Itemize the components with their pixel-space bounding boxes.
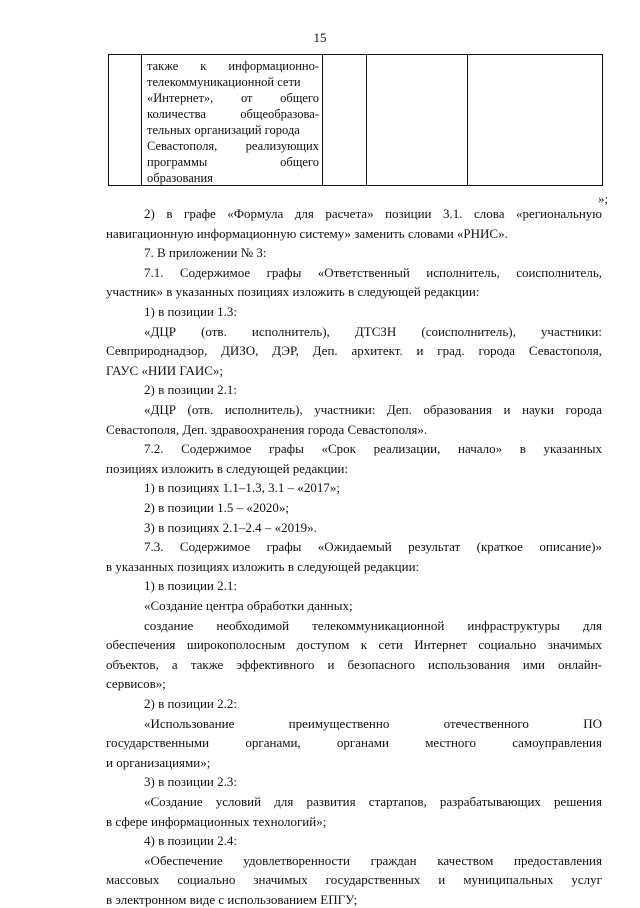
paragraph-line: создание необходимой телекоммуникационной инфраструктуры для <box>144 617 602 633</box>
paragraph-line: 3) в позиции 2.3: <box>144 774 237 790</box>
paragraph-line: «ДЦР (отв. исполнитель), ДТСЗН (соисполнитель), участники: <box>144 323 602 339</box>
paragraph-line: 7.1. Содержимое графы «Ответственный исполнитель, соисполнитель, <box>144 264 602 280</box>
paragraph-line: в указанных позициях изложить в следующей редакции: <box>106 558 420 574</box>
table-column-line <box>141 54 142 186</box>
paragraph-line: и организациями»; <box>106 754 211 770</box>
paragraph-line: Севастополя, Деп. здравоохранения города Севастополя». <box>106 421 428 437</box>
paragraph-line: 7.2. Содержимое графы «Срок реализации, начало» в указанных <box>144 441 602 457</box>
paragraph-line: 3) в позициях 2.1–2.4 – «2019». <box>144 519 317 535</box>
table-cell-line: образования <box>147 171 213 185</box>
paragraph-line: участник» в указанных позициях изложить в следующей редакции: <box>106 284 480 300</box>
paragraph-line: 2) в позиции 2.2: <box>144 696 237 711</box>
table-column-line <box>108 54 109 186</box>
paragraph-line: массовых социально значимых государственных и муниципальных услуг <box>106 872 602 888</box>
paragraph-line: «ДЦР (отв. исполнитель), участники: Деп. образования и науки города <box>144 402 602 417</box>
paragraph-line: «Создание условий для развития стартапов, разрабатывающих решения <box>144 794 602 809</box>
table-cell-line: количества общеобразова- <box>147 107 319 121</box>
table-column-line <box>322 54 323 186</box>
paragraph-line: 1) в позиции 2.1: <box>144 578 237 594</box>
table-column-line <box>602 54 603 186</box>
paragraph-line: 1) в позиции 1.3: <box>144 304 237 319</box>
paragraph-line: в сфере информационных технологий»; <box>106 813 327 829</box>
table-cell-line: тельных организаций города <box>147 123 300 137</box>
paragraph-line: «Обеспечение удовлетворенности граждан качеством предоставления <box>144 852 602 868</box>
paragraph-line: обеспечения широкополосным доступом к сети Интернет социально значимых <box>106 637 602 653</box>
paragraph-line: «Создание центра обработки данных; <box>144 598 353 613</box>
paragraph-line: объектов, а также эффективного и безопасного использования ими онлайн- <box>106 656 602 672</box>
paragraph-line: Севприроднадзор, ДИЗО, ДЭР, Деп. архитект. и град. города Севастополя, <box>106 343 602 359</box>
paragraph-line: 2) в позиции 1.5 – «2020»; <box>144 500 289 515</box>
table-column-line <box>467 54 468 186</box>
paragraph-line: 7. В приложении № 3: <box>144 245 267 261</box>
paragraph-line: 2) в позиции 2.1: <box>144 382 237 398</box>
table-border-top <box>108 54 603 55</box>
table-cell-line: «Интернет», от общего <box>147 91 319 105</box>
paragraph-line: сервисов»; <box>106 676 166 692</box>
paragraph-line: 4) в позиции 2.4: <box>144 833 237 849</box>
table-cell-line: телекоммуникационной сети <box>147 75 301 89</box>
paragraph-line: «Использование преимущественно отечественного ПО <box>144 715 602 731</box>
page-number: 15 <box>313 30 327 45</box>
closing-quote-mark: »; <box>598 191 609 206</box>
paragraph-line: 7.3. Содержимое графы «Ожидаемый результат (краткое описание)» <box>144 539 602 555</box>
paragraph-line: ГАУС «НИИ ГАИС»; <box>106 362 224 378</box>
paragraph-line: государственными органами, органами местного самоуправления <box>106 735 602 751</box>
paragraph-line: навигационную информационную систему» заменить словами «РНИС». <box>106 225 508 241</box>
table-column-line <box>366 54 367 186</box>
table-cell-line: также к информационно- <box>147 59 319 73</box>
paragraph-line: 2) в графе «Формула для расчета» позиции 3.1. слова «региональную <box>144 206 602 221</box>
paragraph-line: 1) в позициях 1.1–1.3, 3.1 – «2017»; <box>144 480 341 496</box>
paragraph-line: позициях изложить в следующей редакции: <box>106 460 349 476</box>
table-cell-line: Севастополя, реализующих <box>147 139 319 153</box>
paragraph-line: в электронном виде с использованием ЕПГУ; <box>106 892 358 907</box>
table-cell-line: программы общего <box>147 155 319 169</box>
